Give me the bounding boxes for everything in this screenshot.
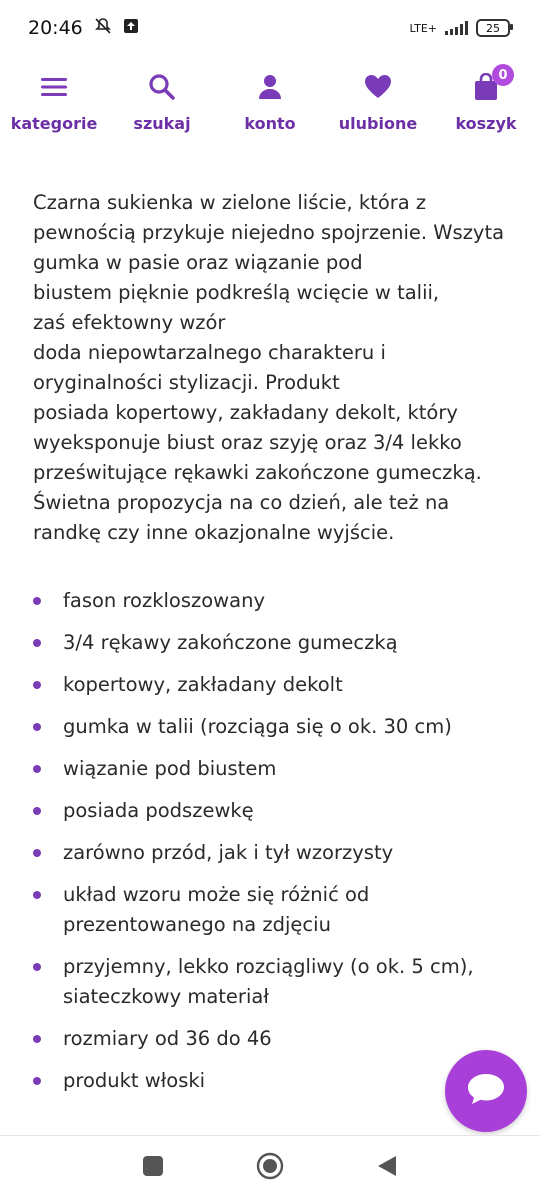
- back-icon[interactable]: [376, 1154, 398, 1182]
- nav-label: koszyk: [455, 114, 517, 133]
- feature-text: gumka w talii (rozciąga się o ok. 30 cm): [63, 715, 452, 738]
- description-line: oryginalności stylizacji. Produkt: [33, 371, 340, 394]
- product-description: [0, 148, 540, 1096]
- feature-text: układ wzoru może się różnić od prezentowanego na zdjęciu: [63, 883, 370, 936]
- top-nav: [0, 56, 540, 148]
- nav-item-ulubione[interactable]: [328, 66, 428, 133]
- bullet: [33, 891, 41, 899]
- list-item: [33, 1024, 508, 1054]
- user-icon: [257, 66, 283, 108]
- recents-icon[interactable]: [142, 1155, 164, 1181]
- menu-icon: [40, 66, 68, 108]
- list-item: [33, 880, 508, 940]
- search-icon: [148, 66, 176, 108]
- bullet: [33, 639, 41, 647]
- system-nav-bar: [0, 1135, 540, 1200]
- description-line: gumka w pasie oraz wiązanie pod: [33, 251, 363, 274]
- feature-text: produkt włoski: [63, 1069, 206, 1092]
- list-item: [33, 754, 508, 784]
- list-item: [33, 628, 508, 658]
- status-bar: [0, 0, 540, 56]
- nav-label: konto: [244, 114, 296, 133]
- signal-icon: [445, 21, 468, 35]
- description-line: Czarna sukienka w zielone liście, która z: [33, 191, 427, 214]
- nav-item-szukaj[interactable]: [112, 66, 212, 133]
- feature-text: rozmiary od 36 do 46: [63, 1027, 272, 1050]
- feature-text: zarówno przód, jak i tył wzorzysty: [63, 841, 394, 864]
- description-line: posiada kopertowy, zakładany dekolt, który: [33, 401, 458, 424]
- nav-label: ulubione: [338, 114, 418, 133]
- description-line: zaś efektowny wzór: [33, 311, 226, 334]
- list-item: [33, 586, 508, 616]
- bullet: [33, 681, 41, 689]
- description-line: prześwitujące rękawki zakończone gumeczką.: [33, 461, 482, 484]
- list-item: [33, 952, 508, 1012]
- chat-button[interactable]: [445, 1050, 527, 1132]
- description-line: biustem pięknie podkreślą wcięcie w talii,: [33, 281, 440, 304]
- feature-text: wiązanie pod biustem: [63, 757, 277, 780]
- bullet: [33, 849, 41, 857]
- description-text: [33, 188, 508, 548]
- feature-text: fason rozkloszowany: [63, 589, 265, 612]
- description-line: Świetna propozycja na co dzień, ale też na: [33, 491, 450, 514]
- network-type: LTE+: [409, 21, 437, 35]
- nav-item-kategorie[interactable]: [4, 66, 104, 133]
- status-time: 20:46: [28, 17, 83, 39]
- list-item: [33, 670, 508, 700]
- battery-icon: [476, 19, 510, 37]
- nav-item-konto[interactable]: [220, 66, 320, 133]
- home-icon[interactable]: [256, 1152, 284, 1184]
- bullet: [33, 723, 41, 731]
- description-line: pewnością przykuje niejedno spojrzenie. Wszyta: [33, 221, 505, 244]
- bullet: [33, 963, 41, 971]
- heart-icon: [364, 66, 392, 108]
- description-line: doda niepowtarzalnego charakteru i: [33, 341, 386, 364]
- list-item: [33, 712, 508, 742]
- description-line: randkę czy inne okazjonalne wyjście.: [33, 521, 395, 544]
- chat-bubble-icon: [466, 1072, 506, 1110]
- feature-list: [33, 586, 508, 1096]
- bullet: [33, 1077, 41, 1085]
- cart-count-badge: 0: [492, 64, 514, 86]
- nav-item-koszyk[interactable]: [436, 66, 536, 133]
- upload-icon: [123, 18, 139, 39]
- mute-icon: [93, 16, 113, 41]
- nav-label: kategorie: [10, 114, 98, 133]
- bullet: [33, 597, 41, 605]
- bullet: [33, 765, 41, 773]
- description-line: wyeksponuje biust oraz szyję oraz 3/4 lekko: [33, 431, 462, 454]
- bullet: [33, 1035, 41, 1043]
- feature-text: przyjemny, lekko rozciągliwy (o ok. 5 cm), siateczkowy materiał: [63, 955, 474, 1008]
- list-item: [33, 838, 508, 868]
- feature-text: posiada podszewkę: [63, 799, 254, 822]
- feature-text: kopertowy, zakładany dekolt: [63, 673, 343, 696]
- list-item: [33, 1066, 508, 1096]
- feature-text: 3/4 rękawy zakończone gumeczką: [63, 631, 398, 654]
- nav-label: szukaj: [133, 114, 191, 133]
- list-item: [33, 796, 508, 826]
- battery-level: 25: [486, 21, 500, 35]
- bullet: [33, 807, 41, 815]
